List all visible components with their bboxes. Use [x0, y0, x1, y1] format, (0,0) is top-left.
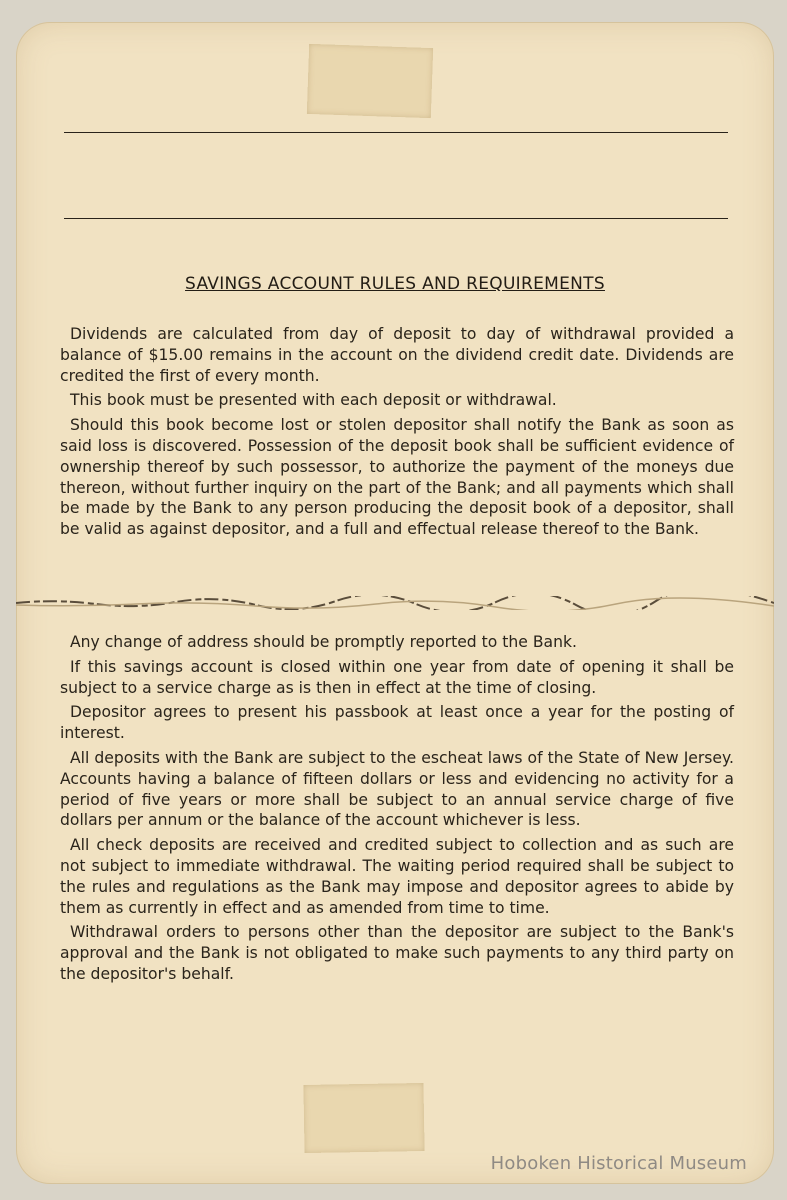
signature-line-2	[64, 218, 728, 219]
tape-residue-bottom	[303, 1083, 424, 1153]
tape-residue-top	[307, 44, 433, 118]
document-title: SAVINGS ACCOUNT RULES AND REQUIREMENTS	[185, 274, 605, 294]
fold-crease	[16, 596, 774, 610]
rule-paragraph: Dividends are calculated from day of deposit to day of withdrawal provided a balance of $15.00 remains in the account on the dividend credit date. Dividends are credited the first of every month.	[60, 325, 734, 385]
rule-paragraph: All deposits with the Bank are subject to the escheat laws of the State of New Jersey. Accounts having a balance of fifteen dollars or less and evidencing no activity for a period of five years or more shall be subject to an annual service charge of five dollars per annum or the balance of the account whichever is less.	[60, 748, 734, 830]
rule-paragraph: All check deposits are received and credited subject to collection and as such are not subject to immediate withdrawal. The waiting period required shall be subject to the rules and regulations as the Bank may impose and depositor agrees to abide by them as currently in effect and as amended from time to time.	[60, 836, 734, 917]
lower-rules-section	[60, 632, 734, 989]
rule-paragraph: Any change of address should be promptly reported to the Bank.	[70, 633, 577, 651]
passbook-page	[16, 22, 774, 1184]
rule-paragraph: If this savings account is closed within one year from date of opening it shall be subject to a service charge as is then in effect at the time of closing.	[60, 657, 734, 697]
rule-paragraph: Withdrawal orders to persons other than the depositor are subject to the Bank's approval and the Bank is not obligated to make such payments to any third party on the depositor's behalf.	[60, 923, 734, 983]
upper-rules-section	[60, 324, 734, 544]
rule-paragraph: Depositor agrees to present his passbook at least once a year for the posting of interest.	[60, 703, 734, 743]
rule-paragraph: This book must be presented with each deposit or withdrawal.	[70, 391, 557, 410]
museum-watermark: Hoboken Historical Museum	[490, 1153, 747, 1174]
rule-paragraph: Should this book become lost or stolen depositor shall notify the Bank as soon as said loss is discovered. Possession of the deposit book shall be sufficient evidence of ownership thereof by such possessor, to authorize the payment of the moneys due thereon, without further inquiry on the part of the Bank; and all payments which shall be made by the Bank to any person producing the deposit book of a depositor, shall be valid as against depositor, and a full and effectual release thereof to the Bank.	[60, 416, 734, 539]
signature-line-1	[64, 132, 728, 133]
